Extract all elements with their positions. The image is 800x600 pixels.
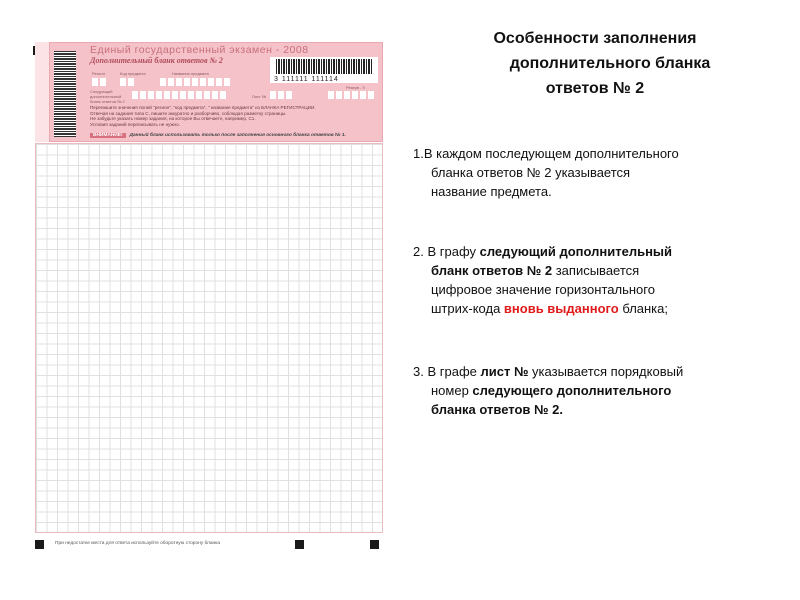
- form-footer-note: При недостатке места для ответа используйте оборотную сторону бланка: [55, 541, 221, 546]
- form-header-title: Единый государственный экзамен - 2008: [90, 44, 309, 56]
- answer-form-image: [35, 42, 383, 533]
- form-name: Дополнительный бланк ответов № 2: [90, 56, 223, 65]
- answer-grid: [35, 143, 383, 533]
- subject-code-label: Код предмета: [120, 71, 146, 76]
- form-margin: [35, 42, 49, 142]
- subject-name-label: Название предмета: [172, 71, 209, 76]
- registration-marker: [370, 540, 379, 549]
- next-sheet-label: Следующий дополнительный бланк ответов № 2: [90, 89, 125, 104]
- sheet-no-label: Лист №: [252, 94, 267, 99]
- form-warning: ВНИМАНИЕ! Данный бланк использовать только после заполнения основного бланка ответов № 1.: [90, 133, 384, 138]
- point-1: 1.В каждом последующем дополнительного бланка ответов № 2 указывается название предмета.: [413, 146, 679, 199]
- registration-marker: [35, 540, 44, 549]
- point-3: 3. В графе лист № указывается порядковый номер следующего дополнительного бланка ответов № 2.: [413, 364, 684, 417]
- slide-title: Особенности заполнения дополнительного бланка ответов № 2: [493, 30, 711, 97]
- form-instructions: Перепишите значения полей "регион", "код предмета", " название предмета" из БЛАНКА РЕГИСТРАЦИИ. Отвечая на задания типа С, пишите аккуратно и разборчиво, соблюдая разметку страницы. Не забудьте указать номер задания, на которое Вы отвечаете, например, С1. Условия заданий переписывать не нужно.: [90, 105, 316, 127]
- point-2: 2. В графу следующий дополнительный бланк ответов № 2 записывается цифровое значение горизонтального штрих-кода вновь выданного бланка;: [413, 244, 673, 316]
- reserve-label: Резерв - 9: [346, 85, 365, 90]
- form-header: [49, 42, 383, 142]
- horizontal-barcode: 3 111111 111114: [270, 57, 378, 83]
- registration-marker: [295, 540, 304, 549]
- region-label: Регион: [92, 71, 105, 76]
- vertical-barcode: [54, 51, 76, 137]
